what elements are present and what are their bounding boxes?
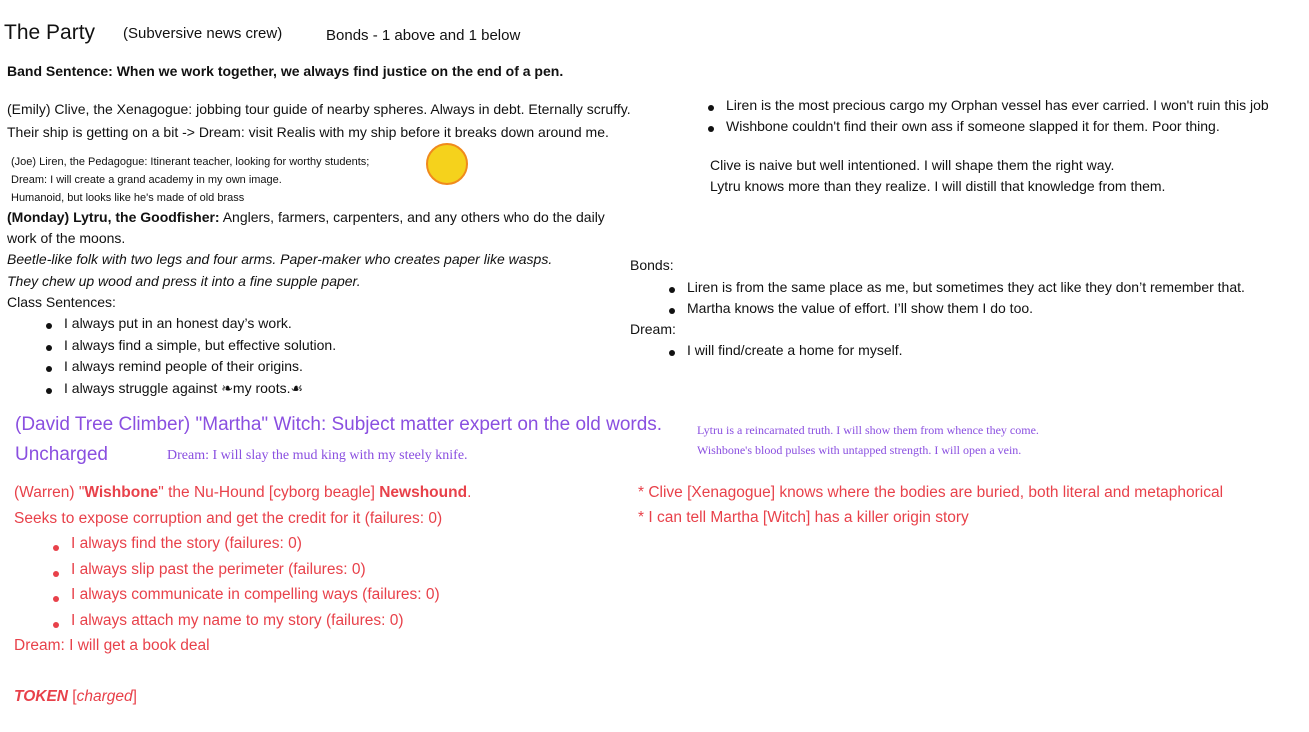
band-sentence: Band Sentence: When we work together, we always find justice on the end of a pen. xyxy=(7,63,564,79)
monday-ital-2: They chew up wood and press it into a fine supple paper. xyxy=(7,273,361,289)
monday-class-label: Class Sentences: xyxy=(7,294,116,310)
warren-dream: Dream: I will get a book deal xyxy=(14,637,210,654)
bullet-icon xyxy=(46,366,52,372)
list-item: I always slip past the perimeter (failures: 0) xyxy=(53,561,440,587)
clive-bonds-list xyxy=(708,97,1269,139)
emily-line-2: Their ship is getting on a bit -> Dream: visit Realis with my ship before it breaks down around me. xyxy=(7,124,609,140)
monday-desc-1: Anglers, farmers, carpenters, and any others who do the daily xyxy=(219,209,605,225)
david-dream: Dream: I will slay the mud king with my steely knife. xyxy=(167,448,468,463)
warren-bond-1: * Clive [Xenagogue] knows where the bodies are buried, both literal and metaphorical xyxy=(638,484,1224,501)
monday-ital-1: Beetle-like folk with two legs and four arms. Paper-maker who creates paper like wasps. xyxy=(7,251,553,267)
bullet-icon xyxy=(53,571,59,577)
bullet-icon xyxy=(53,596,59,602)
warren-bond-2: * I can tell Martha [Witch] has a killer origin story xyxy=(638,509,969,526)
david-bond-1: Lytru is a reincarnated truth. I will show them from whence they come. xyxy=(697,423,1039,437)
monday-class-list xyxy=(46,315,336,401)
bullet-icon xyxy=(53,545,59,551)
warren-role: Newshound xyxy=(379,484,468,501)
token-label: TOKEN xyxy=(14,688,68,705)
bullet-icon xyxy=(53,622,59,628)
list-item: Martha knows the value of effort. I’ll show them I do too. xyxy=(669,300,1245,321)
warren-line-1: (Warren) "Wishbone" the Nu-Hound [cyborg beagle] Newshound. xyxy=(14,484,472,501)
joe-line-2: Dream: I will create a grand academy in my own image. xyxy=(11,174,282,186)
liren-bond-1: Clive is naive but well intentioned. I will shape them the right way. xyxy=(710,157,1115,173)
list-item: I always remind people of their origins. xyxy=(46,358,336,380)
monday-name: (Monday) Lytru, the Goodfisher: xyxy=(7,209,220,225)
bonds-rule: Bonds - 1 above and 1 below xyxy=(326,27,521,44)
bullet-icon xyxy=(669,350,675,356)
david-line-1: (David Tree Climber) "Martha" Witch: Subject matter expert on the old words. xyxy=(15,414,663,435)
bullet-icon xyxy=(669,287,675,293)
emily-line-1: (Emily) Clive, the Xenagogue: jobbing tour guide of nearby spheres. Always in debt. Eternally scruffy. xyxy=(7,101,631,117)
list-item: I always put in an honest day’s work. xyxy=(46,315,336,337)
list-item: I always find the story (failures: 0) xyxy=(53,535,440,561)
david-status: Uncharged xyxy=(15,444,108,465)
warren-token: TOKEN [charged] xyxy=(14,688,137,705)
list-item: I always attach my name to my story (failures: 0) xyxy=(53,612,440,638)
bullet-icon xyxy=(46,323,52,329)
list-item: Liren is from the same place as me, but sometimes they act like they don’t remember that. xyxy=(669,279,1245,300)
david-bond-2: Wishbone's blood pulses with untapped strength. I will open a vein. xyxy=(697,443,1022,457)
warren-name: Wishbone xyxy=(84,484,159,501)
monday-bonds-list xyxy=(669,279,1245,321)
bullet-icon xyxy=(46,388,52,394)
token-state: charged xyxy=(76,688,133,705)
sun-icon xyxy=(426,143,468,185)
monday-bonds-label: Bonds: xyxy=(630,257,674,273)
page-title: The Party xyxy=(4,21,96,44)
list-item: Liren is the most precious cargo my Orphan vessel has ever carried. I won't ruin this job xyxy=(708,97,1269,118)
list-item: I will find/create a home for myself. xyxy=(669,342,903,363)
monday-dream-label: Dream: xyxy=(630,321,676,337)
list-item: I always struggle against ❧my roots.☙ xyxy=(46,380,336,402)
joe-line-1: (Joe) Liren, the Pedagogue: Itinerant teacher, looking for worthy students; xyxy=(11,156,370,168)
monday-desc-2: work of the moons. xyxy=(7,230,126,246)
joe-line-3: Humanoid, but looks like he's made of old brass xyxy=(11,192,245,204)
bullet-icon xyxy=(669,308,675,314)
list-item: I always communicate in compelling ways (failures: 0) xyxy=(53,586,440,612)
monday-dream-list xyxy=(669,342,903,363)
warren-sentence-list xyxy=(53,535,440,637)
bullet-icon xyxy=(46,345,52,351)
list-item: Wishbone couldn't find their own ass if someone slapped it for them. Poor thing. xyxy=(708,118,1269,139)
monday-intro xyxy=(7,209,605,225)
page-subtitle: (Subversive news crew) xyxy=(123,25,283,42)
bullet-icon xyxy=(708,126,714,132)
warren-line-2: Seeks to expose corruption and get the credit for it (failures: 0) xyxy=(14,510,443,527)
bullet-icon xyxy=(708,105,714,111)
liren-bond-2: Lytru knows more than they realize. I will distill that knowledge from them. xyxy=(710,178,1166,194)
list-item: I always find a simple, but effective solution. xyxy=(46,337,336,359)
